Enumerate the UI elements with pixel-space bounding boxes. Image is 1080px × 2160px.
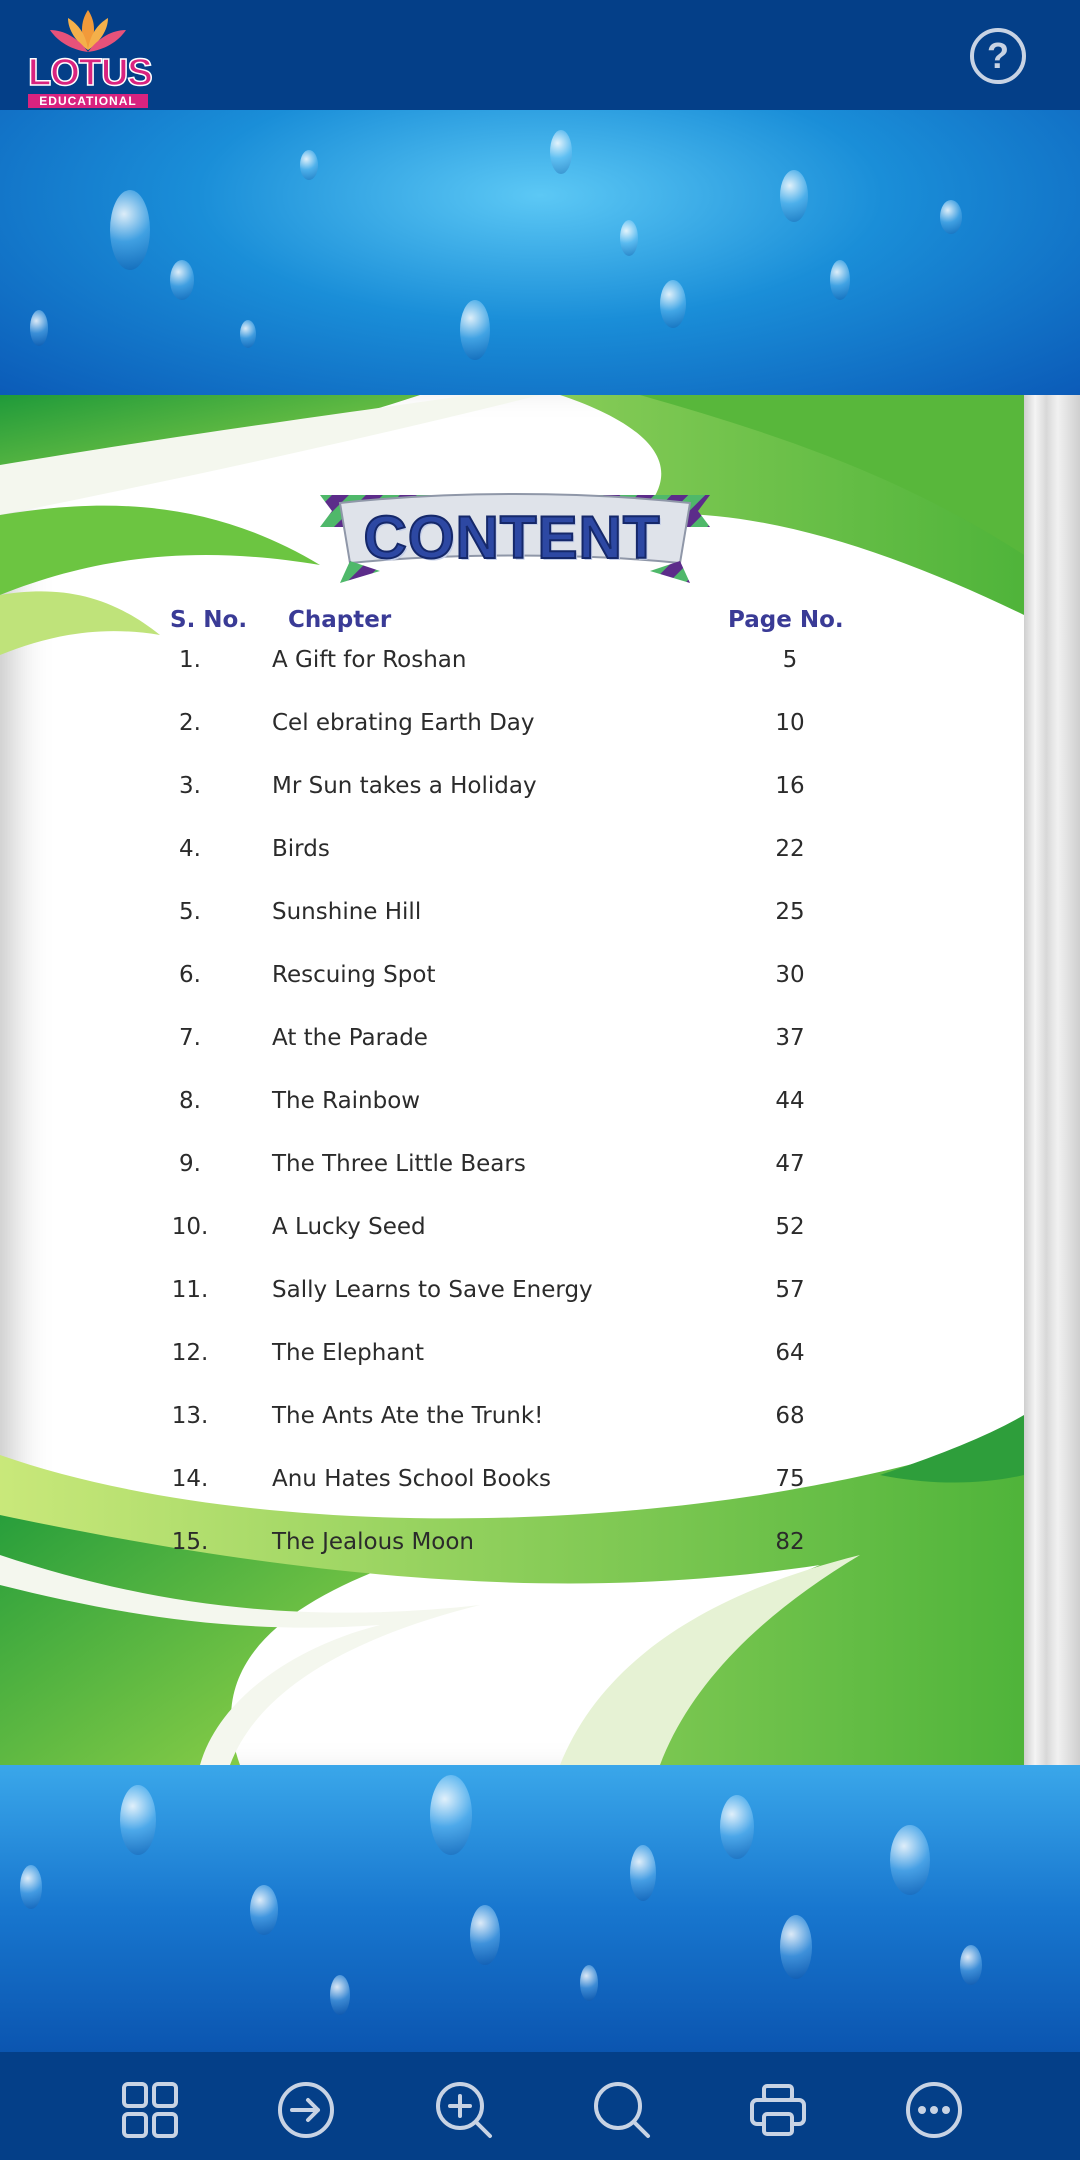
toc-row-number: 4.	[179, 836, 201, 862]
toc-row-title: Rescuing Spot	[272, 962, 436, 988]
bottom-toolbar	[0, 2052, 1080, 2160]
toc-row-page: 82	[775, 1529, 805, 1555]
toc-row[interactable]	[0, 962, 1024, 1002]
toc-row-number: 14.	[171, 1466, 209, 1492]
toc-row-page: 5	[782, 647, 798, 673]
toc-row-page: 57	[775, 1277, 805, 1303]
toc-row-title: Cel ebrating Earth Day	[272, 710, 535, 736]
toc-row-page: 68	[775, 1403, 805, 1429]
toc-row-title: Sally Learns to Save Energy	[272, 1277, 593, 1303]
more-icon	[904, 2080, 964, 2140]
toc-row[interactable]	[0, 899, 1024, 939]
water-background-bottom	[0, 1765, 1080, 2052]
column-header-chapter: Chapter	[288, 607, 392, 633]
toc-row[interactable]	[0, 1277, 1024, 1317]
search-button[interactable]	[592, 2080, 652, 2140]
toc-row-page: 47	[775, 1151, 805, 1177]
toc-row-title: The Jealous Moon	[272, 1529, 475, 1555]
goto-page-button[interactable]	[276, 2080, 336, 2140]
toc-row-title: Anu Hates School Books	[272, 1466, 551, 1492]
toc-row[interactable]	[0, 773, 1024, 813]
toc-row-page: 75	[775, 1466, 805, 1492]
column-header-page: Page No.	[728, 607, 844, 633]
toc-row-number: 1.	[179, 647, 201, 673]
logo-subtext: EDUCATIONAL	[28, 94, 148, 108]
toc-row-page: 25	[775, 899, 805, 925]
lotus-logo	[28, 6, 152, 108]
toc-row[interactable]	[0, 1340, 1024, 1380]
toc-row-title: Sunshine Hill	[272, 899, 422, 925]
search-icon	[592, 2080, 652, 2140]
water-background-top	[0, 110, 1080, 395]
toc-row-page: 16	[775, 773, 805, 799]
toc-row-title: Mr Sun takes a Holiday	[272, 773, 537, 799]
content-heading: CONTENT	[363, 504, 661, 571]
toc-row-number: 12.	[171, 1340, 209, 1366]
thumbnails-button[interactable]	[120, 2080, 180, 2140]
toc-row-number: 8.	[179, 1088, 201, 1114]
print-button[interactable]	[748, 2080, 808, 2140]
toc-row-title: Birds	[272, 836, 330, 862]
zoom-in-icon	[434, 2080, 494, 2140]
toc-row-number: 2.	[179, 710, 201, 736]
toc-row-number: 15.	[171, 1529, 209, 1555]
content-sheet	[0, 395, 1024, 1765]
toc-row-title: A Gift for Roshan	[272, 647, 467, 673]
zoom-in-button[interactable]	[434, 2080, 494, 2140]
toc-row[interactable]	[0, 1466, 1024, 1506]
goto-page-icon	[276, 2080, 336, 2140]
toc-row-title: The Elephant	[272, 1340, 425, 1366]
toc-row-number: 5.	[179, 899, 201, 925]
toc-row-page: 10	[775, 710, 805, 736]
toc-row-title: The Three Little Bears	[272, 1151, 526, 1177]
toc-row-title: The Rainbow	[272, 1088, 421, 1114]
toc-row-page: 30	[775, 962, 805, 988]
toc-row[interactable]	[0, 1529, 1024, 1569]
toc-row-number: 7.	[179, 1025, 201, 1051]
column-header-sno: S. No.	[170, 607, 248, 633]
toc-row-title: A Lucky Seed	[272, 1214, 426, 1240]
page-stack-edge	[1024, 395, 1080, 1765]
toc-row-number: 10.	[171, 1214, 209, 1240]
toc-row-title: The Ants Ate the Trunk!	[272, 1403, 544, 1429]
toc-row[interactable]	[0, 647, 1024, 687]
toc-row[interactable]	[0, 1403, 1024, 1443]
thumbnails-icon	[120, 2080, 180, 2140]
toc-row[interactable]	[0, 710, 1024, 750]
lotus-flower-icon	[46, 6, 130, 56]
print-icon	[748, 2080, 808, 2140]
toc-row[interactable]	[0, 836, 1024, 876]
top-bar	[0, 0, 1080, 110]
help-button[interactable]: ?	[970, 28, 1026, 84]
toc-row-page: 22	[775, 836, 805, 862]
toc-row-number: 13.	[171, 1403, 209, 1429]
toc-row-number: 3.	[179, 773, 201, 799]
toc-row-page: 37	[775, 1025, 805, 1051]
more-button[interactable]	[904, 2080, 964, 2140]
toc-row[interactable]	[0, 1214, 1024, 1254]
logo-text: LOTUS	[28, 52, 152, 94]
toc-row[interactable]	[0, 1025, 1024, 1065]
toc-row-number: 11.	[171, 1277, 209, 1303]
toc-row-page: 44	[775, 1088, 805, 1114]
toc-row-page: 52	[775, 1214, 805, 1240]
toc-row-title: At the Parade	[272, 1025, 428, 1051]
toc-row-number: 6.	[179, 962, 201, 988]
toc-row[interactable]	[0, 1088, 1024, 1128]
toc-row-page: 64	[775, 1340, 805, 1366]
toc-row[interactable]	[0, 1151, 1024, 1191]
book-page	[0, 395, 1080, 1765]
toc-row-number: 9.	[179, 1151, 201, 1177]
